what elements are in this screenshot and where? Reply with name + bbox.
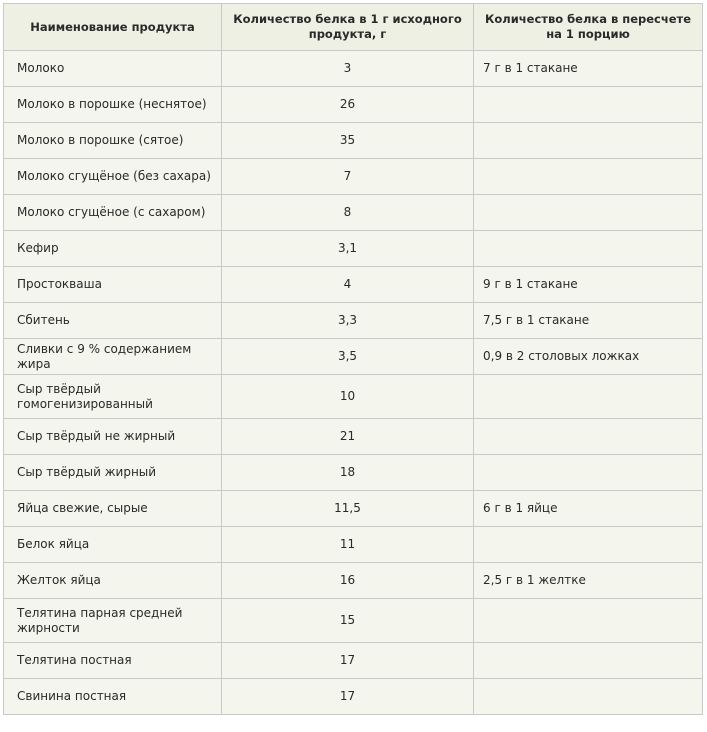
serving-value	[474, 87, 703, 123]
protein-value: 7	[222, 159, 474, 195]
table-row	[4, 563, 703, 599]
protein-value: 18	[222, 455, 474, 491]
product-name: Молоко в порошке (сятое)	[4, 123, 222, 159]
protein-value: 16	[222, 563, 474, 599]
product-name: Яйца свежие, сырые	[4, 491, 222, 527]
table-row	[4, 599, 703, 643]
protein-value: 3,3	[222, 303, 474, 339]
product-name: Молоко	[4, 51, 222, 87]
product-name: Белок яйца	[4, 527, 222, 563]
protein-value: 21	[222, 419, 474, 455]
protein-value: 11	[222, 527, 474, 563]
table-row	[4, 339, 703, 375]
serving-value	[474, 195, 703, 231]
protein-value: 3,1	[222, 231, 474, 267]
table-row	[4, 455, 703, 491]
protein-value: 26	[222, 87, 474, 123]
table-body	[4, 51, 703, 715]
protein-value: 3	[222, 51, 474, 87]
serving-value: 9 г в 1 стакане	[474, 267, 703, 303]
protein-value: 15	[222, 599, 474, 643]
table-row	[4, 159, 703, 195]
serving-value	[474, 599, 703, 643]
table-row	[4, 491, 703, 527]
product-name: Сыр твёрдый не жирный	[4, 419, 222, 455]
protein-value: 8	[222, 195, 474, 231]
table-row	[4, 527, 703, 563]
table-row	[4, 87, 703, 123]
serving-value	[474, 159, 703, 195]
product-name: Сливки с 9 % содержанием жира	[4, 339, 222, 375]
serving-value: 7 г в 1 стакане	[474, 51, 703, 87]
product-name: Сыр твёрдый жирный	[4, 455, 222, 491]
serving-value	[474, 643, 703, 679]
table-row	[4, 51, 703, 87]
protein-value: 3,5	[222, 339, 474, 375]
product-name: Сыр твёрдый гомогенизированный	[4, 375, 222, 419]
header-row	[4, 4, 703, 51]
product-name: Желток яйца	[4, 563, 222, 599]
table-row	[4, 643, 703, 679]
serving-value	[474, 123, 703, 159]
product-name: Телятина постная	[4, 643, 222, 679]
serving-value: 6 г в 1 яйце	[474, 491, 703, 527]
protein-value: 17	[222, 643, 474, 679]
table-row	[4, 419, 703, 455]
product-name: Телятина парная средней жирности	[4, 599, 222, 643]
table-row	[4, 267, 703, 303]
serving-value	[474, 455, 703, 491]
table-row	[4, 303, 703, 339]
protein-value: 4	[222, 267, 474, 303]
serving-value: 7,5 г в 1 стакане	[474, 303, 703, 339]
product-name: Молоко в порошке (неснятое)	[4, 87, 222, 123]
product-name: Простокваша	[4, 267, 222, 303]
product-name: Молоко сгущёное (с сахаром)	[4, 195, 222, 231]
protein-value: 11,5	[222, 491, 474, 527]
protein-value: 10	[222, 375, 474, 419]
table-row	[4, 231, 703, 267]
table-row	[4, 375, 703, 419]
product-name: Молоко сгущёное (без сахара)	[4, 159, 222, 195]
header-protein-per-gram: Количество белка в 1 г исходного продукта, г	[222, 4, 474, 51]
serving-value	[474, 679, 703, 715]
protein-value: 35	[222, 123, 474, 159]
header-protein-per-serving: Количество белка в пересчете на 1 порцию	[474, 4, 703, 51]
table-row	[4, 195, 703, 231]
serving-value	[474, 231, 703, 267]
header-product: Наименование продукта	[4, 4, 222, 51]
table-header	[4, 4, 703, 51]
serving-value	[474, 527, 703, 563]
serving-value	[474, 419, 703, 455]
serving-value: 2,5 г в 1 желтке	[474, 563, 703, 599]
protein-value: 17	[222, 679, 474, 715]
product-name: Сбитень	[4, 303, 222, 339]
table-row	[4, 123, 703, 159]
product-name: Кефир	[4, 231, 222, 267]
table-row	[4, 679, 703, 715]
protein-table	[3, 3, 703, 715]
serving-value	[474, 375, 703, 419]
product-name: Свинина постная	[4, 679, 222, 715]
serving-value: 0,9 в 2 столовых ложках	[474, 339, 703, 375]
